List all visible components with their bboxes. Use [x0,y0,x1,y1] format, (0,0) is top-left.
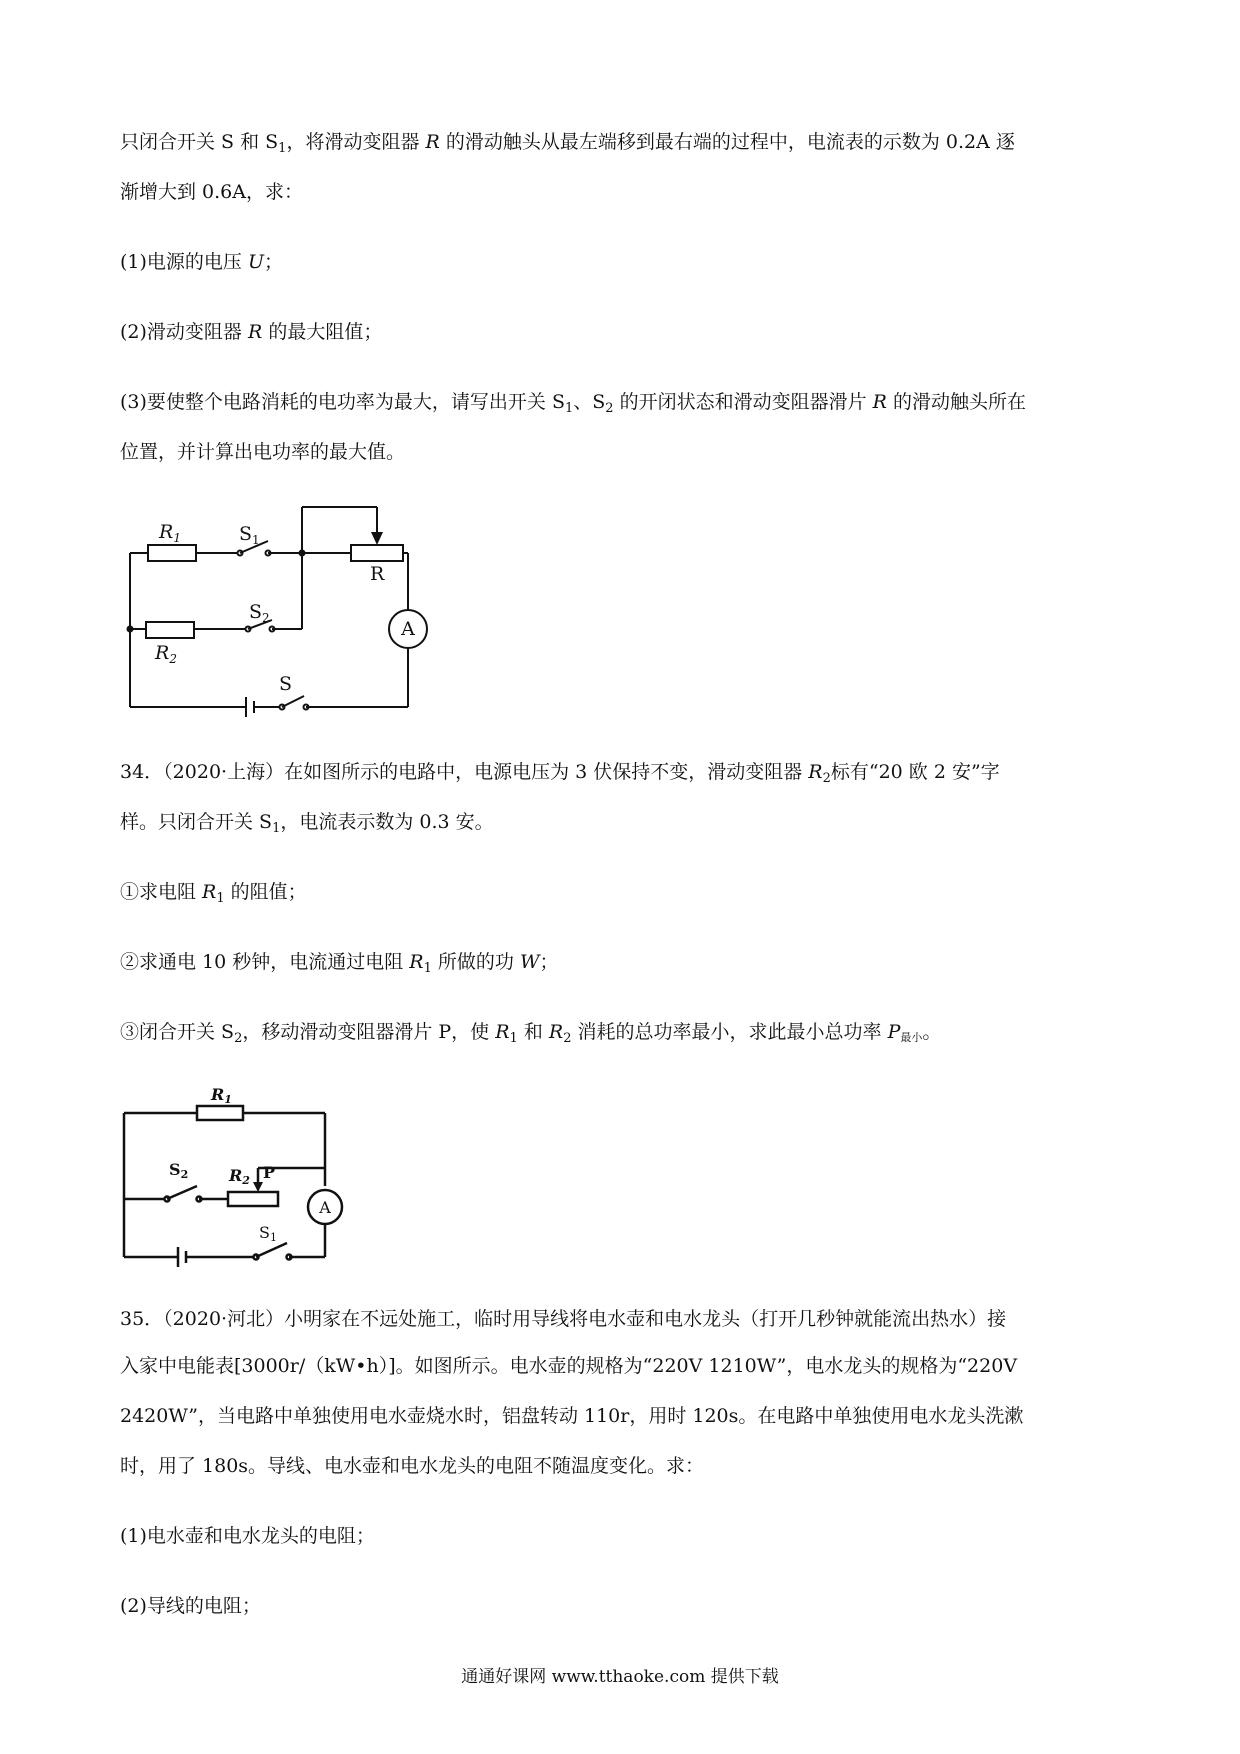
q35-question-2: (2)导线的电阻； [120,1595,261,1617]
label-r: R [370,563,385,585]
label-r2: R2 [229,1166,250,1187]
label-s2: $S_2$ [249,601,270,625]
ammeter-label: A [401,618,415,640]
q34-item1: ①求电阻 $R_1$ 的阻值； [120,881,307,906]
label-s1: $S_1$ [239,523,260,547]
q35-line2: 入家中电能表[3000r/（kW•h）]。如图所示。电水壶的规格为“220V 1210W”，电水龙头的规格为“220V [120,1355,1018,1377]
q35-line4: 时，用了 180s。导线、电水壶和电水龙头的电阻不随温度变化。求： [120,1455,705,1477]
q35-line3: 2420W”，当电路中单独使用电水壶烧水时，铝盘转动 110r，用时 120s。在电路中单独使用电水龙头洗漱 [120,1405,1024,1427]
label-r2: $R_2$ [155,642,177,666]
q35-line1: 35．（2020·河北）小明家在不远处施工，临时用导线将电水壶和电水龙头（打开几秒钟就能流出热水）接 [120,1308,1007,1330]
q34-item3: ③闭合开关 $S_2$，移动滑动变阻器滑片 P，使 $R_1$ 和 $R_2$ 消耗的总功率最小，求此最小总功率 P最小。 [120,1021,942,1046]
q33-question-3-line1: (3)要使整个电路消耗的电功率为最大，请写出开关 $S_1$、$S_2$ 的开闭状态和滑动变阻器滑片 R 的滑动触头所在 [120,391,1027,416]
q33-intro-line2: 渐增大到 0.6A，求： [120,181,303,203]
q34-line1: 34．（2020·上海）在如图所示的电路中，电源电压为 3 伏保持不变，滑动变阻器 $R_2$标有“20 欧 2 安”字 [120,761,1000,786]
q34-item2: ②求通电 10 秒钟，电流通过电阻 $R_1$ 所做的功 W； [120,951,559,976]
label-p: P [263,1163,276,1182]
label-s: S [279,673,293,695]
q33-question-3-line2: 位置，并计算出电功率的最大值。 [120,441,406,463]
page-footer: 通通好课网 www.tthaoke.com 提供下载 [461,1667,779,1687]
label-r1: R1 [211,1085,232,1106]
q33-question-2: (2)滑动变阻器 R 的最大阻值； [120,321,383,343]
q33-question-1: (1)电源的电压 U； [120,251,283,273]
label-s1: S1 [259,1223,277,1244]
q34-line2: 样。只闭合开关 $S_1$，电流表示数为 0.3 安。 [120,811,494,836]
label-r1: $R_1$ [159,521,181,545]
label-s2: S2 [169,1160,189,1181]
q33-intro-line1: 只闭合开关 S 和 $S_1$，将滑动变阻器 R 的滑动触头从最左端移到最右端的过程中，电流表的示数为 0.2A 逐 [120,131,1015,156]
q35-question-1: (1)电水壶和电水龙头的电阻； [120,1525,375,1547]
ammeter-label: A [319,1198,331,1217]
